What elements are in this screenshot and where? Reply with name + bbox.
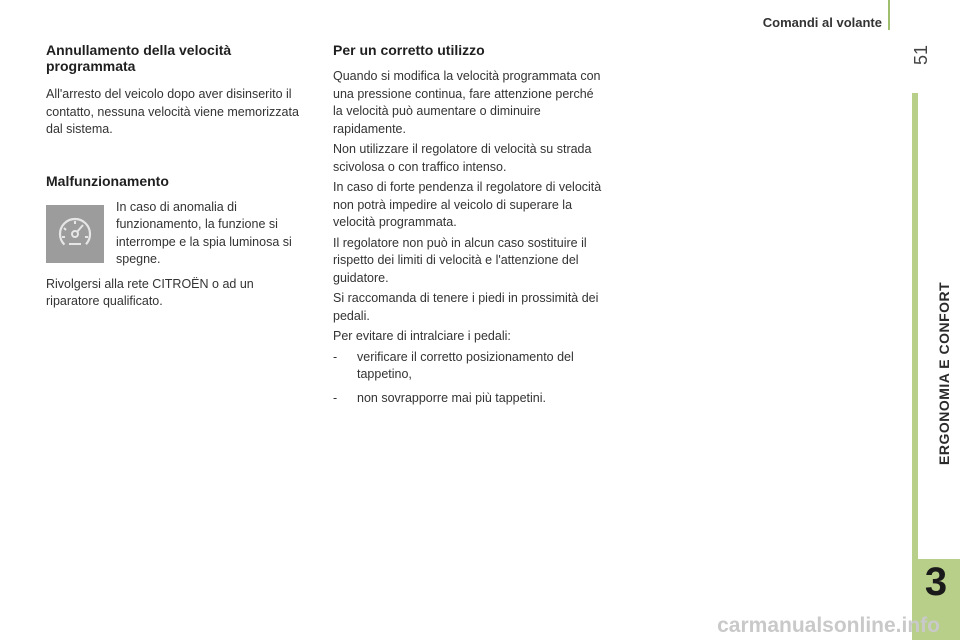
paragraph: Il regolatore non può in alcun caso sostituire il rispetto dei limiti di velocità e l'attenzione del guidatore. — [333, 235, 587, 285]
paragraph: Quando si modifica la velocità programmata con una pressione continua, fare attenzione perché la velocità può aumentare o diminuire rapidamente. — [333, 69, 601, 136]
paragraph: Si raccomanda di tenere i piedi in prossimità dei pedali. — [333, 291, 599, 323]
section-text: All'arresto del veicolo dopo aver disinserito il contatto, nessuna velocità viene memorizzata dal sistema. — [46, 87, 299, 136]
chapter-number: 3 — [924, 560, 948, 604]
list-item-text: non sovrapporre mai più tappetini. — [357, 390, 547, 405]
paragraph: In caso di forte pendenza il regolatore di velocità non potrà impedire al veicolo di superare la velocità programmata. — [333, 180, 602, 229]
left-column — [46, 42, 308, 311]
paragraph: Per evitare di intralciare i pedali: — [333, 329, 511, 343]
section-heading: Malfunzionamento — [46, 172, 169, 189]
speedometer-warning-icon — [46, 205, 104, 263]
page-number: 51 — [911, 44, 931, 66]
section-heading: Annullamento della velocità programmata — [46, 42, 232, 74]
list-dash: - — [333, 390, 338, 405]
malfunction-row — [46, 199, 308, 269]
running-header: Comandi al volante — [762, 15, 882, 30]
malfunction-advice: Rivolgersi alla rete CITROËN o ad un riparatore qualificato. — [46, 276, 254, 308]
list-item — [333, 390, 603, 411]
header-divider — [888, 0, 890, 30]
list-item-text: verificare il corretto posizionamento del tappetino, — [357, 349, 574, 381]
paragraph: Non utilizzare il regolatore di velocità su strada scivolosa o con traffico intenso. — [333, 142, 592, 174]
watermark: carmanualsonline.info — [717, 614, 940, 637]
section-malfunction — [46, 173, 308, 311]
section-heading: Per un corretto utilizzo — [333, 42, 485, 58]
chapter-label: ERGONOMIA E CONFORT — [936, 281, 952, 465]
list-item — [333, 349, 603, 387]
section-cancel — [46, 42, 308, 139]
malfunction-text: In caso di anomalia di funzionamento, la funzione si interrompe e la spia luminosa si spegne. — [116, 199, 292, 266]
right-column — [333, 42, 603, 413]
list-dash: - — [333, 349, 338, 364]
